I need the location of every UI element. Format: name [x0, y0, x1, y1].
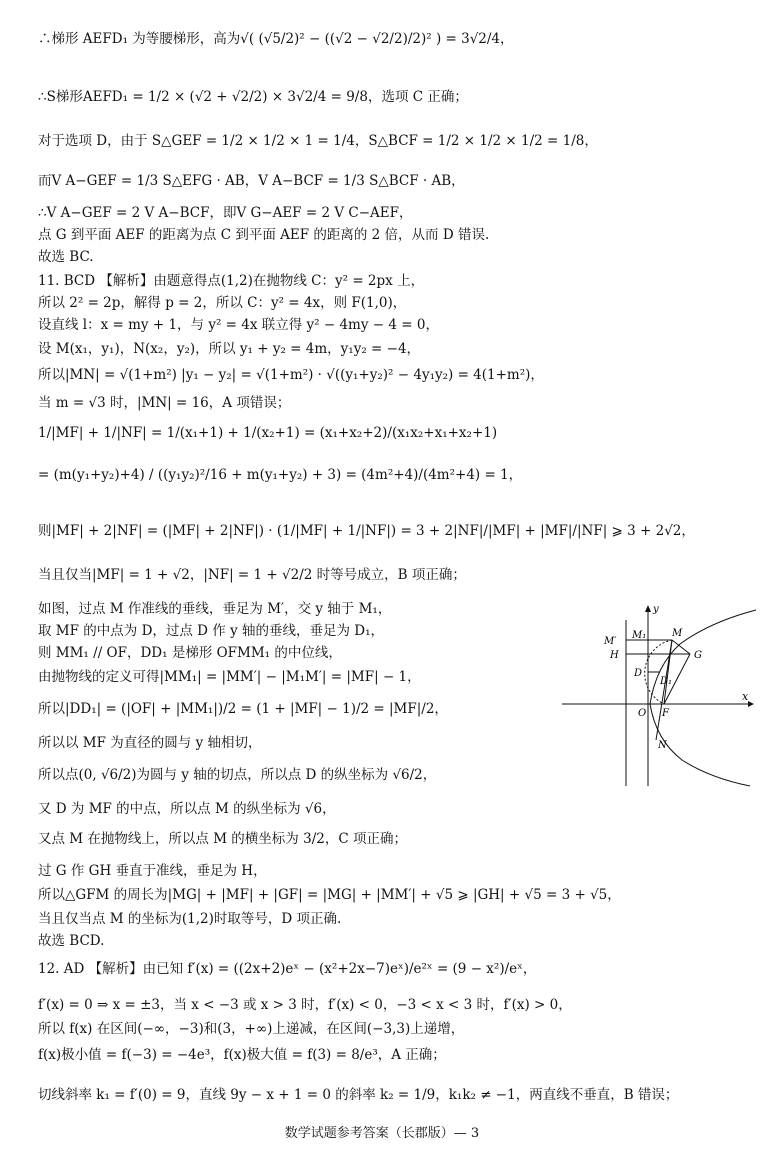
text-line: 又 D 为 MF 的中点，所以点 M 的纵坐标为 √6，: [38, 801, 336, 817]
text-line: 11. BCD 【解析】由题意得点(1,2)在抛物线 C：y² = 2px 上，: [38, 273, 425, 289]
label-m: M: [672, 628, 683, 639]
text-line: 所以以 MF 为直径的圆与 y 轴相切，: [38, 735, 262, 751]
text-line: 故选 BCD.: [38, 933, 105, 949]
label-d1: D₁: [660, 676, 673, 687]
text-line: 所以点(0, √6/2)为圆与 y 轴的切点，所以点 D 的纵坐标为 √6/2，: [38, 767, 437, 783]
text-line: 点 G 到平面 AEF 的距离为点 C 到平面 AEF 的距离的 2 倍，从而 D 错误.: [38, 227, 490, 243]
text-line: 如图，过点 M 作准线的垂线，垂足为 M′，交 y 轴于 M₁，: [38, 601, 392, 617]
label-x: x: [742, 690, 749, 703]
text-line: ∴V A−GEF = 2 V A−BCF，即V G−AEF = 2 V C−AEF，: [38, 205, 413, 221]
text-line: 故选 BC.: [38, 249, 94, 265]
text-line: 所以|DD₁| = (|OF| + |MM₁|)/2 = (1 + |MF| − 1)/2 = |MF|/2，: [38, 701, 448, 717]
text-line: f(x)极小值 = f(−3) = −4e³，f(x)极大值 = f(3) = 8/e³，A 正确；: [38, 1047, 446, 1063]
label-o: O: [638, 708, 647, 719]
text-line: 所以 f(x) 在区间(−∞，−3)和(3，+∞)上递减，在区间(−3,3)上递增，: [38, 1021, 465, 1037]
text-line: 又点 M 在抛物线上，所以点 M 的横坐标为 3/2，C 项正确；: [38, 831, 407, 847]
parabola-curve: [650, 610, 756, 786]
text-line: 对于选项 D，由于 S△GEF = 1/2 × 1/2 × 1 = 1/4，S△BCF = 1/2 × 1/2 × 1/2 = 1/8，: [38, 133, 598, 149]
text-line: 当 m = √3 时，|MN| = 16，A 项错误；: [38, 395, 291, 411]
label-m-prime: M′: [604, 636, 617, 647]
segment-mn: [656, 640, 672, 740]
text-line: 当且仅当|MF| = 1 + √2，|NF| = 1 + √2/2 时等号成立，B 项正确；: [38, 567, 466, 583]
label-h: H: [610, 650, 619, 661]
text-line: 设 M(x₁，y₁)，N(x₂，y₂)，所以 y₁ + y₂ = 4m，y₁y₂ = −4，: [38, 341, 421, 357]
text-line: 所以 2² = 2p，解得 p = 2，所以 C：y² = 4x，则 F(1,0)，: [38, 295, 407, 311]
label-y: y: [653, 604, 659, 615]
text-line: 1/|MF| + 1/|NF| = 1/(x₁+1) + 1/(x₂+1) = (x₁+x₂+2)/(x₁x₂+x₁+x₂+1): [38, 425, 498, 441]
y-axis-arrow: [645, 605, 651, 612]
text-line: 切线斜率 k₁ = f′(0) = 9，直线 9y − x + 1 = 0 的斜率 k₂ = 1/9，k₁k₂ ≠ −1，两直线不垂直，B 错误；: [38, 1087, 679, 1103]
label-m1: M₁: [632, 630, 647, 641]
parabola-figure: [560, 600, 760, 790]
text-line: 则|MF| + 2|NF| = (|MF| + 2|NF|) · (1/|MF| + 1/|NF|) = 3 + 2|NF|/|MF| + |MF|/|NF| ⩾ 3 + 2√2，: [38, 523, 695, 539]
text-line: = (m(y₁+y₂)+4) / ((y₁y₂)²/16 + m(y₁+y₂) + 3) = (4m²+4)/(4m²+4) = 1，: [38, 467, 523, 483]
label-n: N: [658, 740, 667, 751]
text-line: ∴S梯形AEFD₁ = 1/2 × (√2 + √2/2) × 3√2/4 = 9/8，选项 C 正确；: [38, 89, 468, 105]
x-axis-arrow: [748, 701, 754, 707]
text-line: 当且仅当点 M 的坐标为(1,2)时取等号，D 项正确.: [38, 911, 342, 927]
text-line: 过 G 作 GH 垂直于准线，垂足为 H，: [38, 863, 267, 879]
page-footer: 数学试题参考答案（长郡版）— 3: [284, 1126, 480, 1141]
text-line: 取 MF 的中点为 D，过点 D 作 y 轴的垂线，垂足为 D₁，: [38, 623, 385, 639]
text-line: 则 MM₁ // OF，DD₁ 是梯形 OFMM₁ 的中位线，: [38, 645, 342, 661]
text-line: 设直线 l：x = my + 1，与 y² = 4x 联立得 y² − 4my − 4 = 0，: [38, 317, 439, 333]
segment-mg: [672, 640, 690, 654]
label-f: F: [662, 708, 669, 719]
text-line: ∴梯形 AEFD₁ 为等腰梯形，高为√( (√5/2)² − ((√2 − √2/2)/2)² ) = 3√2/4，: [38, 31, 514, 47]
text-line: 所以|MN| = √(1+m²) |y₁ − y₂| = √(1+m²) · √((y₁+y₂)² − 4y₁y₂) = 4(1+m²)，: [38, 367, 544, 383]
text-line: 而V A−GEF = 1/3 S△EFG · AB，V A−BCF = 1/3 S△BCF · AB，: [38, 173, 465, 189]
text-line: f′(x) = 0 ⇒ x = ±3，当 x < −3 或 x > 3 时，f′(x) < 0，−3 < x < 3 时，f′(x) > 0，: [38, 997, 572, 1013]
label-d: D: [634, 668, 643, 679]
label-g: G: [694, 650, 702, 661]
text-line: 由抛物线的定义可得|MM₁| = |MM′| − |M₁M′| = |MF| − 1，: [38, 669, 421, 685]
text-line: 所以△GFM 的周长为|MG| + |MF| + |GF| = |MG| + |MM′| + √5 ⩾ |GH| + √5 = 3 + √5，: [38, 887, 621, 903]
text-line: 12. AD 【解析】由已知 f′(x) = ((2x+2)eˣ − (x²+2x−7)eˣ)/e²ˣ = (9 − x²)/eˣ，: [38, 961, 537, 977]
segment-mf: [664, 640, 672, 704]
